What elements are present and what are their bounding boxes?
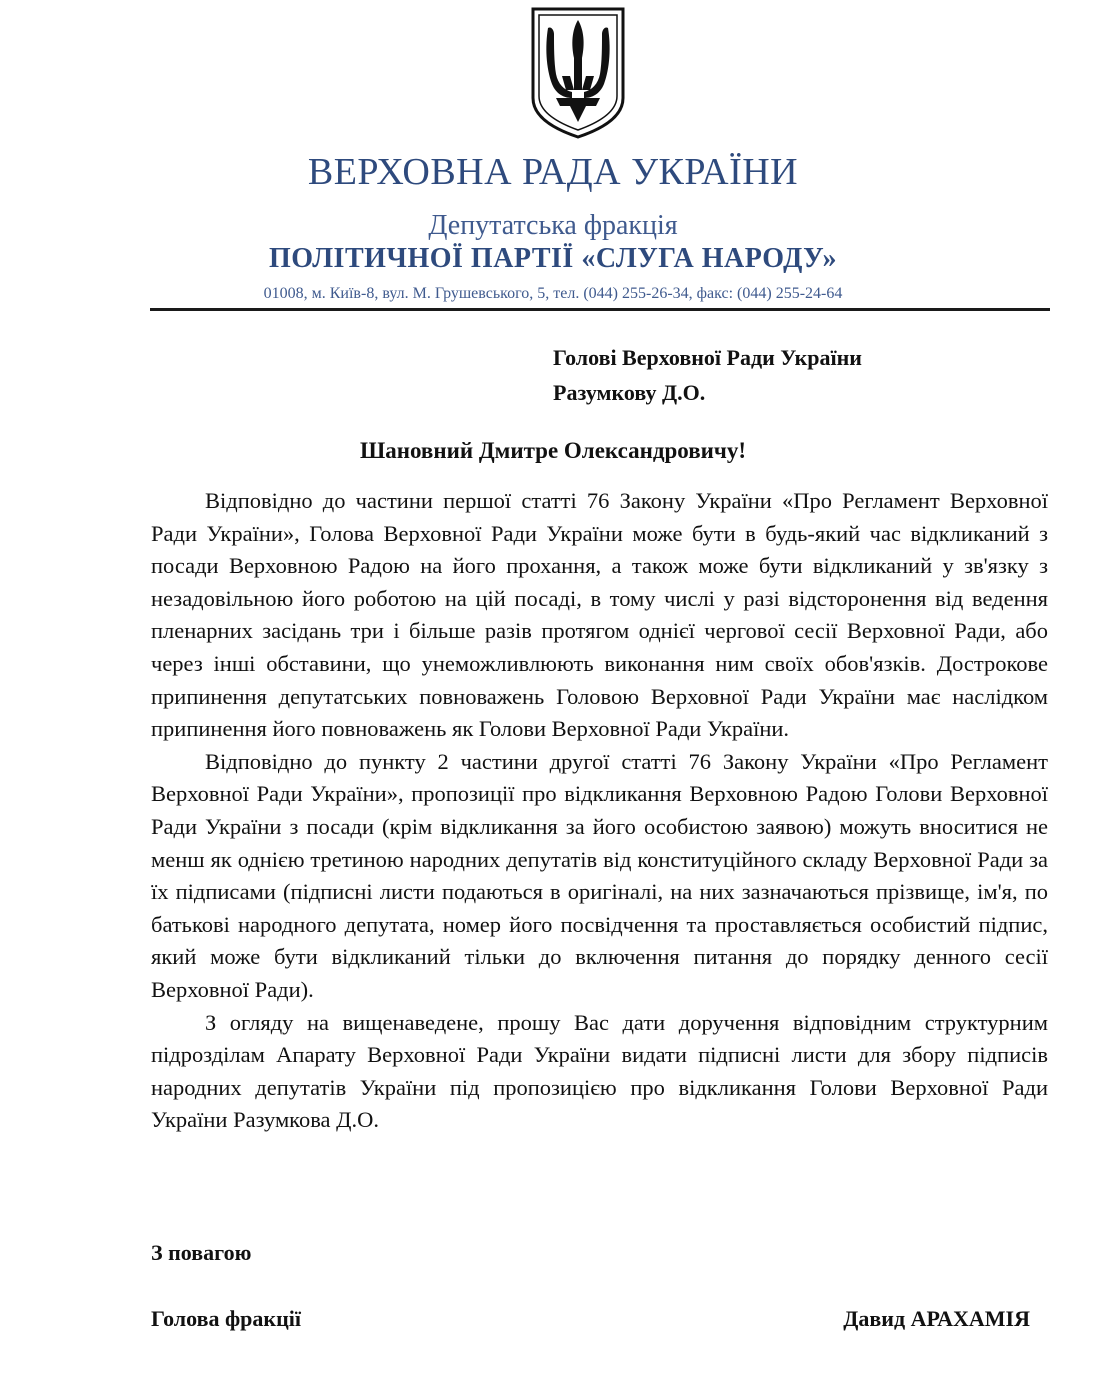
body-paragraph: Відповідно до пункту 2 частини другої статті 76 Закону України «Про Регламент Верховної Ради України», пропозиції про відкликання Верховною Радою Голови Верховної Ради України з посади (крім відкликання за його особистою заявою) можуть вноситися не менш як однією третиною народних депутатів від конституційного складу Верховної Ради за їх підписами (підписні листи подаються в оригіналі, на них зазначаються прізвище, ім'я, по батькові народного депутата, номер його посвідчення та проставляється особистий підпис, який може бути відкликаний тільки до включення питання до порядку денного сесії Верховної Ради). — [151, 748, 1048, 1002]
body-paragraph: Відповідно до частини першої статті 76 Закону України «Про Регламент Верховної Ради України», Голова Верховної Ради України може бути в будь-який час відкликаний з посади Верховною Радою на його прохання, а також може бути відкликаний у зв'язку з незадовільною його роботою на цій посаді, в тому числі у разі відсторонення від ведення пленарних засідань три і більше разів протягом однієї чергової сесії Верховної Ради, або через інші обставини, що унеможливлюють виконання ним своїх обов'язків. Дострокове припинення депутатських повноважень Головою Верховної Ради України має наслідком припинення його повноважень як Голови Верховної Ради України. — [151, 488, 1048, 742]
closing-regards: З повагою — [151, 1240, 252, 1265]
letterhead-divider — [150, 308, 1050, 311]
signatory-position: Голова фракції — [151, 1306, 301, 1331]
tryzub-coat-of-arms-icon — [530, 6, 626, 140]
addressee-block — [553, 340, 862, 410]
letterhead-address: 01008, м. Київ-8, вул. М. Грушевського, 5, тел. (044) 255-26-34, факс: (044) 255-24-64 — [263, 285, 843, 302]
salutation: Шановний Дмитре Олександровичу! — [359, 438, 746, 463]
faction-line-2: ПОЛІТИЧНОЇ ПАРТІЇ «СЛУГА НАРОДУ» — [269, 243, 837, 274]
addressee-line-1: Голові Верховної Ради України — [553, 345, 862, 370]
letter-body — [151, 485, 1048, 1137]
addressee-line-2: Разумкову Д.О. — [553, 380, 706, 405]
council-title: ВЕРХОВНА РАДА УКРАЇНИ — [307, 151, 799, 193]
signatory-name: Давид АРАХАМІЯ — [843, 1306, 1030, 1331]
faction-line-1: Депутатська фракція — [428, 210, 678, 241]
body-paragraph: З огляду на вищенаведене, прошу Вас дати доручення відповідним структурним підрозділам Апарату Верховної Ради України видати підписні листи для збору підписів народних депутатів України під пропозицією про відкликання Голови Верховної Ради України Разумкова Д.О. — [151, 1009, 1048, 1133]
